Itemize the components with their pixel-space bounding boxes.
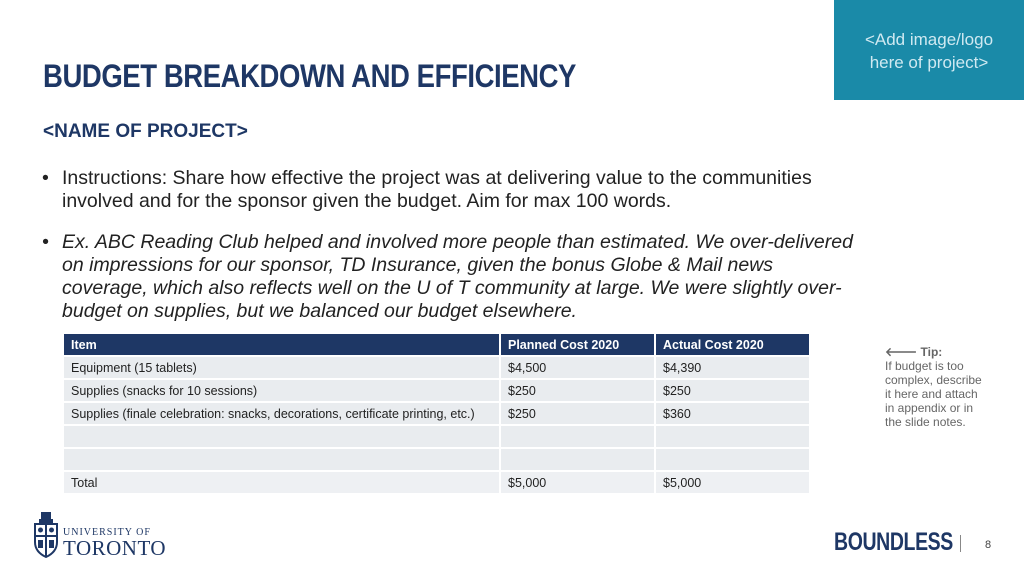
instructions-bullet [42, 167, 942, 213]
table-row-empty [64, 426, 809, 447]
cell-planned: $4,500 [501, 357, 654, 378]
university-toronto: TORONTO [63, 536, 167, 560]
example-line: budget on supplies, but we balanced our budget elsewhere. [62, 300, 577, 322]
total-planned: $5,000 [501, 472, 654, 493]
tip-line: complex, describe [885, 373, 982, 387]
header-actual-cost: Actual Cost 2020 [656, 334, 809, 355]
cell-actual [656, 426, 809, 447]
tip-line: in appendix or in [885, 401, 974, 415]
cell-item [64, 449, 499, 470]
cell-item: Supplies (finale celebration: snacks, decorations, certificate printing, etc.) [64, 403, 499, 424]
total-actual: $5,000 [656, 472, 809, 493]
university-of: UNIVERSITY OF [63, 527, 151, 538]
cell-actual: $360 [656, 403, 809, 424]
cell-item [64, 426, 499, 447]
table-total-row [64, 472, 809, 493]
page-number: 8 [985, 539, 992, 551]
instructions-line: • Instructions: Share how effective the project was at delivering value to the communities [62, 167, 812, 189]
project-name: <NAME OF PROJECT> [43, 121, 248, 142]
cell-planned: $250 [501, 380, 654, 401]
example-line: coverage, which also reflects well on the U of T community at large. We were slightly over- [62, 277, 842, 299]
cell-planned: $250 [501, 403, 654, 424]
university-wordmark [63, 527, 166, 558]
example-line: on impressions for our sponsor, TD Insurance, given the bonus Globe & Mail news [62, 254, 774, 276]
tip-line: it here and attach [885, 387, 978, 401]
header-planned-cost: Planned Cost 2020 [501, 334, 654, 355]
header-item: Item [64, 334, 499, 355]
table-row [64, 357, 809, 378]
example-line: • Ex. ABC Reading Club helped and involved more people than estimated. We over-delivered [62, 231, 853, 253]
university-crest-icon [33, 512, 59, 558]
footer-divider [960, 535, 961, 552]
tip-heading: 🡐 Tip: [885, 345, 943, 359]
cell-item: Equipment (15 tablets) [64, 357, 499, 378]
total-label: Total [64, 472, 499, 493]
example-bullet [42, 231, 942, 323]
boundless-logo: BOUNDLESS [834, 528, 953, 556]
budget-table [62, 332, 811, 495]
tip-line: If budget is too [885, 359, 964, 373]
tip-note [885, 345, 1015, 429]
table-row [64, 380, 809, 401]
cell-planned [501, 426, 654, 447]
tip-line: the slide notes. [885, 415, 966, 429]
logo-placeholder[interactable] [834, 0, 1024, 100]
cell-actual: $4,390 [656, 357, 809, 378]
logo-placeholder-line1: <Add image/logo [864, 30, 994, 49]
cell-planned [501, 449, 654, 470]
instructions-line: involved and for the sponsor given the budget. Aim for max 100 words. [62, 190, 672, 212]
table-row-empty [64, 449, 809, 470]
cell-actual [656, 449, 809, 470]
table-header-row [64, 334, 809, 355]
table-row [64, 403, 809, 424]
cell-actual: $250 [656, 380, 809, 401]
logo-placeholder-line2: here of project> [869, 53, 989, 72]
cell-item: Supplies (snacks for 10 sessions) [64, 380, 499, 401]
slide-title: BUDGET BREAKDOWN AND EFFICIENCY [43, 58, 576, 94]
bullet-list [42, 167, 942, 323]
